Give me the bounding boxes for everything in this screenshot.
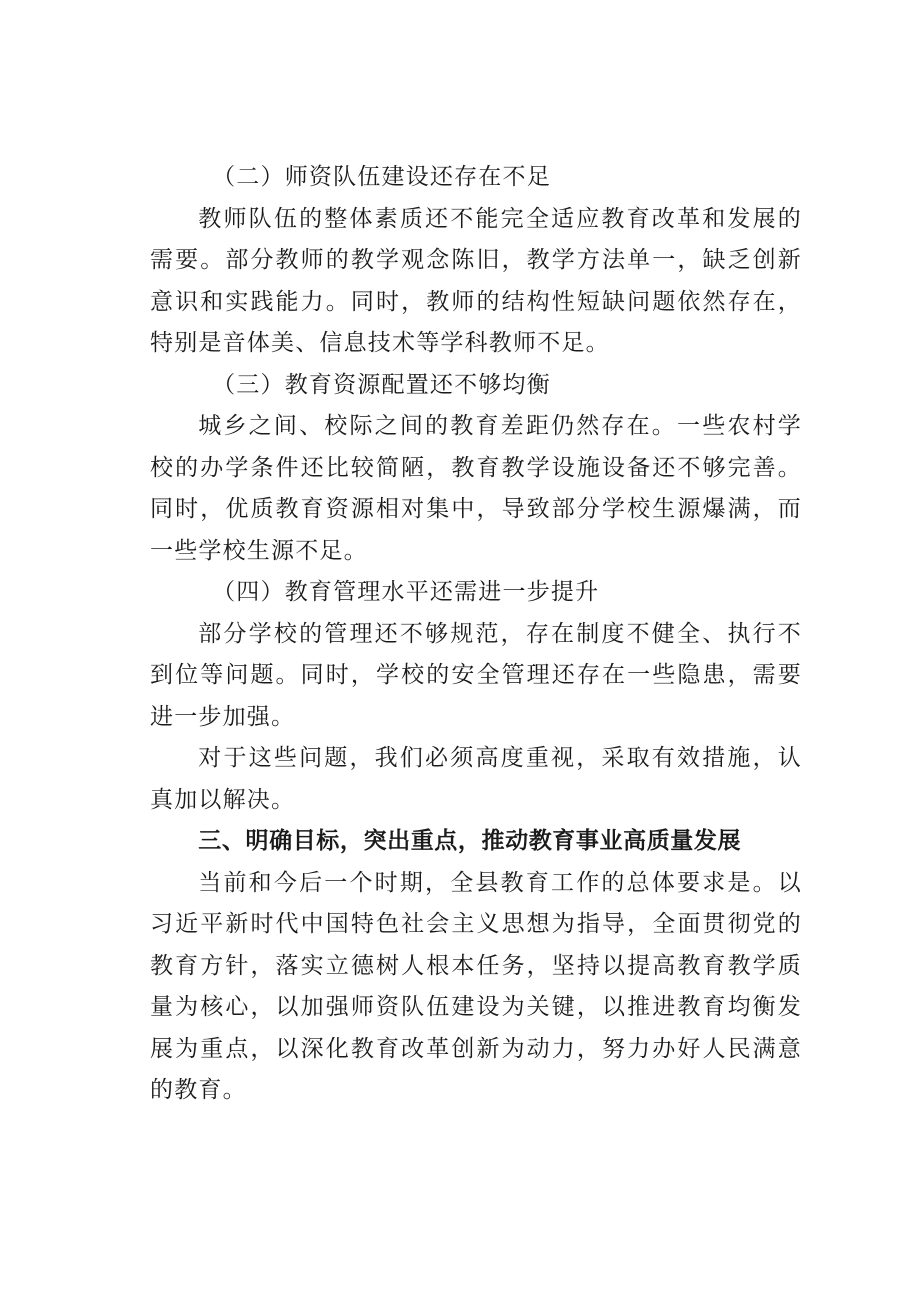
paragraph-management-level: 部分学校的管理还不够规范，存在制度不健全、执行不到位等问题。同时，学校的安全管理还存在一些隐患，需要进一步加强。 — [150, 620, 802, 730]
paragraph-teacher-team: 教师队伍的整体素质还不能完全适应教育改革和发展的需要。部分教师的教学观念陈旧，教学方法单一，缺乏创新意识和实践能力。同时，教师的结构性短缺问题依然存在，特别是音体美、信息技术等学科教师不足。 — [150, 205, 802, 356]
paragraph-overall-requirements: 当前和今后一个时期，全县教育工作的总体要求是。以习近平新时代中国特色社会主义思想为指导，全面贯彻党的教育方针，落实立德树人根本任务，坚持以提高教育教学质量为核心，以加强师资队伍建设为关键，以推进教育均衡发展为重点，以深化教育改革创新为动力，努力办好人民满意的教育。 — [150, 869, 802, 1103]
document-body — [150, 157, 802, 1112]
section-heading-three: 三、明确目标，突出重点，推动教育事业高质量发展 — [198, 828, 742, 854]
paragraph-resource-allocation: 城乡之间、校际之间的教育差距仍然存在。一些农村学校的办学条件还比较简陋，教育教学设施设备还不够完善。同时，优质教育资源相对集中，导致部分学校生源爆满，而一些学校生源不足。 — [150, 413, 802, 564]
subheading-teacher-team: （二）师资队伍建设还存在不足 — [212, 164, 551, 190]
paragraph-conclusion: 对于这些问题，我们必须高度重视，采取有效措施，认真加以解决。 — [150, 745, 802, 813]
subheading-management-level: （四）教育管理水平还需进一步提升 — [212, 579, 600, 605]
subheading-resource-allocation: （三）教育资源配置还不够均衡 — [212, 371, 551, 398]
